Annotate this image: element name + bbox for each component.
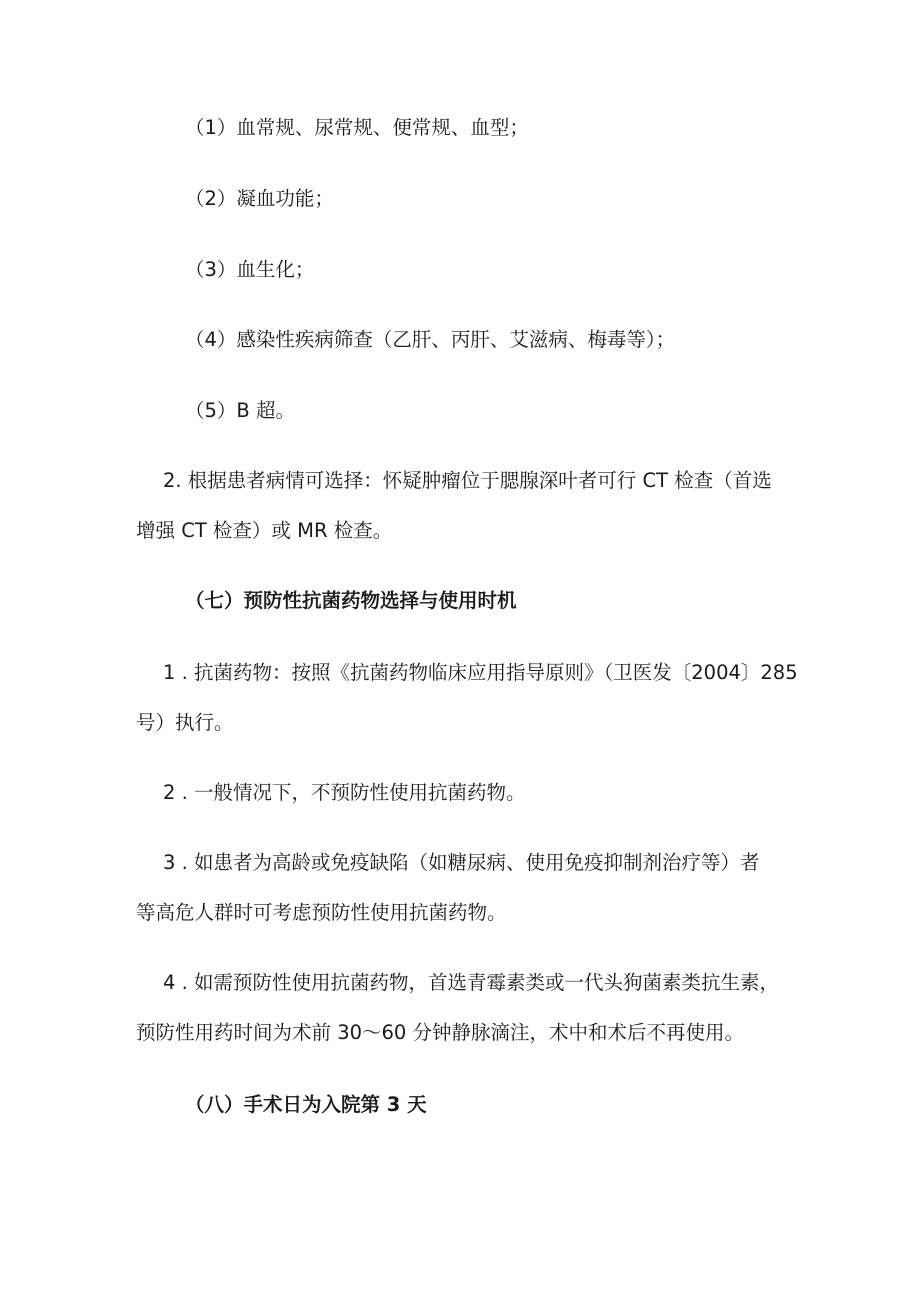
exam-item-1: （1）血常规、尿常规、便常规、血型； bbox=[185, 116, 529, 139]
section-7-item-2: 2 . 一般情况下，不预防性使用抗菌药物。 bbox=[163, 781, 526, 804]
optional-exam-line-1: 2. 根据患者病情可选择：怀疑肿瘤位于腮腺深叶者可行 CT 检查（首选 bbox=[163, 469, 772, 492]
exam-item-4: （4）感染性疾病筛查（乙肝、丙肝、艾滋病、梅毒等）； bbox=[185, 328, 676, 351]
section-7-item-1-line-2: 号）执行。 bbox=[136, 711, 234, 734]
section-7-item-1-line-1: 1 . 抗菌药物：按照《抗菌药物临床应用指导原则》（卫医发〔2004〕285 bbox=[163, 661, 798, 684]
section-7-item-4-line-1: 4 . 如需预防性使用抗菌药物，首选青霉素类或一代头狗菌素类抗生素， bbox=[163, 971, 780, 994]
section-7-item-3-line-2: 等高危人群时可考虑预防性使用抗菌药物。 bbox=[136, 901, 507, 924]
section-8-heading: （八）手术日为入院第 3 天 bbox=[185, 1093, 427, 1116]
section-7-item-3-line-1: 3 . 如患者为高龄或免疫缺陷（如糖尿病、使用免疫抑制剂治疗等）者 bbox=[163, 851, 760, 874]
section-7-item-4-line-2: 预防性用药时间为术前 30～60 分钟静脉滴注，术中和术后不再使用。 bbox=[136, 1021, 745, 1044]
exam-item-2: （2）凝血功能； bbox=[185, 187, 334, 210]
exam-item-5: （5）B 超。 bbox=[185, 399, 295, 422]
optional-exam-line-2: 增强 CT 检查）或 MR 检查。 bbox=[136, 519, 393, 542]
section-7-heading: （七）预防性抗菌药物选择与使用时机 bbox=[185, 589, 517, 612]
exam-item-3: （3）血生化； bbox=[185, 258, 315, 281]
